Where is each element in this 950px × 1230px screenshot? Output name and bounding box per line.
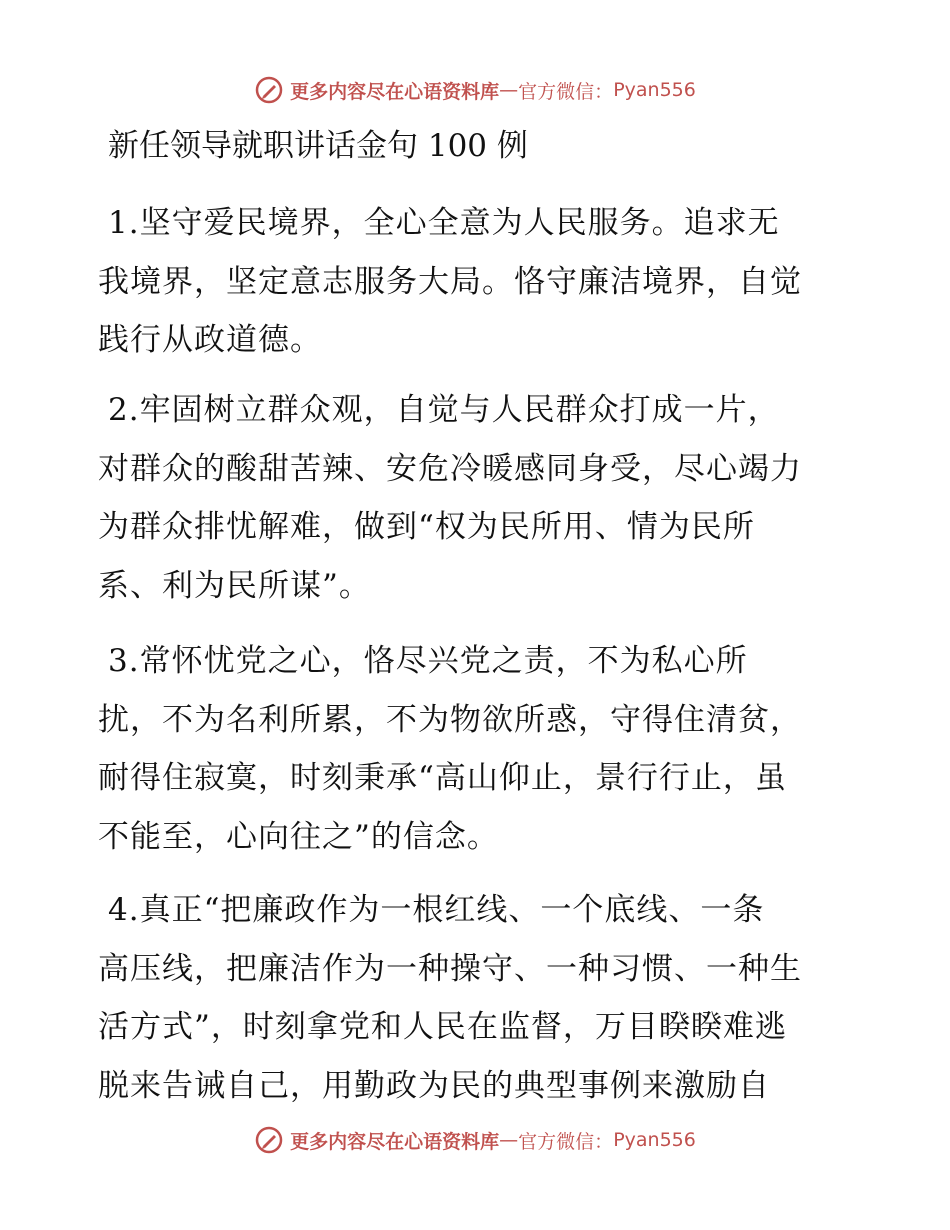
paragraph-line: 为群众排忧解难，做到“权为民所用、情为民所 — [98, 509, 755, 545]
watermark-text: 更多内容尽在心语资料库 — [290, 80, 500, 103]
paragraph-line: 耐得住寂寞，时刻秉承“高山仰止，景行行止，虽 — [98, 760, 787, 796]
watermark-wechat-id: Pyan556 — [613, 1129, 696, 1151]
watermark-dash: — — [499, 1129, 519, 1151]
paragraph-2 — [98, 381, 858, 615]
paragraph-line: 2.牢固树立群众观，自觉与人民群众打成一片， — [108, 392, 780, 428]
paragraph-line: 高压线，把廉洁作为一种操守、一种习惯、一种生 — [98, 950, 802, 987]
watermark-official-label: 官方微信： — [518, 80, 614, 103]
watermark-official-label: 官方微信： — [518, 1130, 614, 1153]
paragraph-line: 活方式”，时刻拿党和人民在监督，万目睽睽难逃 — [98, 1009, 787, 1045]
paragraph-line: 我境界，坚定意志服务大局。恪守廉洁境界，自觉 — [98, 263, 802, 300]
paragraph-line: 3.常怀忧党之心，恪尽兴党之责，不为私心所 — [108, 643, 748, 679]
paragraph-line: 践行从政道德。 — [98, 322, 322, 358]
watermark-text: 更多内容尽在心语资料库 — [290, 1130, 500, 1153]
paragraph-4 — [98, 881, 858, 1115]
paragraph-line: 扰，不为名利所累，不为物欲所惑，守得住清贫， — [98, 701, 802, 738]
header-watermark — [0, 70, 950, 110]
watermark-dash: — — [499, 79, 519, 101]
paragraph-line: 对群众的酸甜苦辣、安危冷暖感同身受，尽心竭力 — [98, 450, 802, 487]
paragraph-1 — [98, 194, 858, 370]
document-title: 新任领导就职讲话金句 100 例 — [108, 128, 528, 164]
paragraph-line: 脱来告诫自己，用勤政为民的典型事例来激励自 — [98, 1067, 770, 1104]
pen-logo-icon — [254, 75, 284, 105]
paragraph-line: 4.真正“把廉政作为一根红线、一个底线、一条 — [108, 892, 765, 928]
paragraph-line: 1.坚守爱民境界，全心全意为人民服务。追求无 — [108, 205, 780, 241]
pen-logo-icon — [254, 1125, 284, 1155]
paragraph-3 — [98, 632, 858, 866]
footer-watermark — [0, 1120, 950, 1160]
paragraph-line: 系、利为民所谋”。 — [98, 567, 371, 604]
watermark-wechat-id: Pyan556 — [613, 79, 696, 101]
paragraph-line: 不能至，心向往之”的信念。 — [98, 818, 499, 855]
